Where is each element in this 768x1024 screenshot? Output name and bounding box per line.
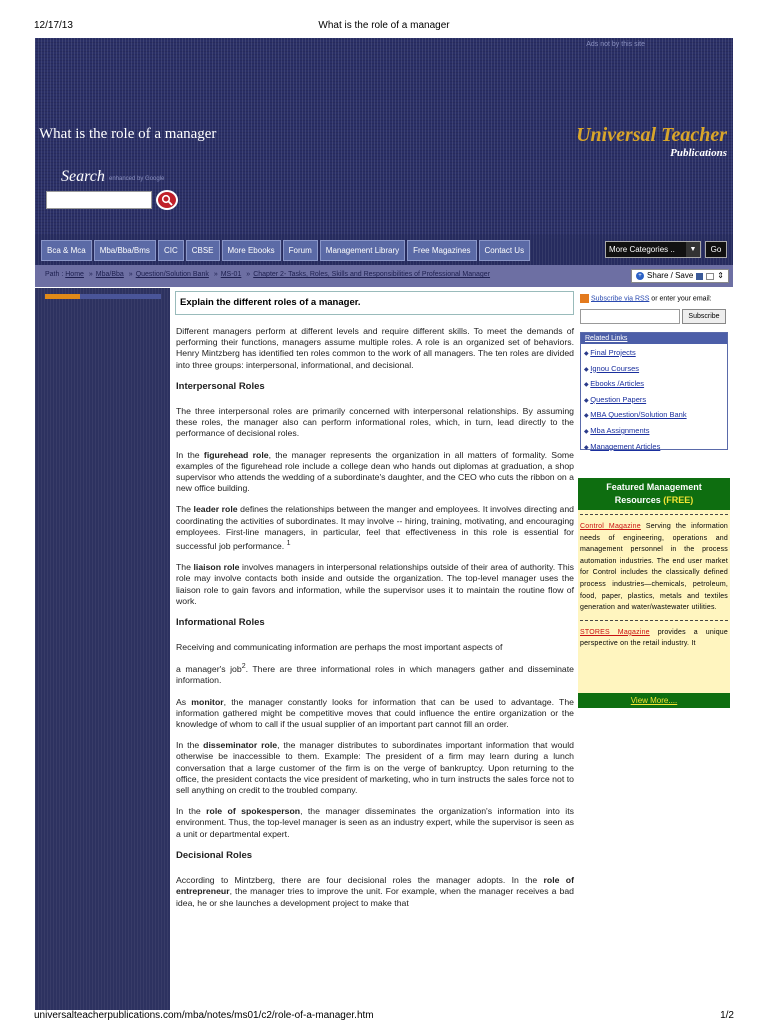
breadcrumb xyxy=(45,271,490,278)
paragraph: In the figurehead role, the manager represents the organization in all matters of formality. Some examples of the figurehead role include a college dean who hands out diplomas at graduation, a shop supervisor who attends the wedding of a subordinate's daughter, and the CEO who cuts the ribbon on a new office building. xyxy=(176,449,574,494)
rss-subscribe: Subscribe via RSS or enter your email: xyxy=(580,294,712,303)
divider xyxy=(580,620,728,621)
related-link-item xyxy=(584,362,724,378)
nav-tab[interactable]: CBSE xyxy=(186,240,220,261)
related-link[interactable]: Ebooks /Articles xyxy=(590,379,645,389)
nav-tab[interactable]: Contact Us xyxy=(479,240,531,261)
paragraph: a manager's job$^2$. There are three informational roles in which managers gather and disseminate information. xyxy=(176,663,574,686)
print-header xyxy=(0,0,768,38)
search-icon xyxy=(161,194,173,206)
left-sidebar xyxy=(35,288,170,1010)
chevron-down-icon: ▼ xyxy=(686,242,700,257)
more-categories-value: More Categories .. xyxy=(609,245,675,254)
question-heading: Explain the different roles of a manager. xyxy=(175,291,574,315)
search-input[interactable] xyxy=(46,191,152,209)
breadcrumb-sep: » xyxy=(246,271,251,278)
page-title: What is the role of a manager xyxy=(39,126,217,142)
article-body xyxy=(176,326,574,919)
bullet-icon: ◆ xyxy=(584,397,591,404)
related-link-item xyxy=(584,346,724,362)
related-link-item xyxy=(584,424,724,440)
bullet-icon: ◆ xyxy=(584,351,591,357)
chevron-updown-icon: ⇕ xyxy=(717,271,724,280)
site-banner xyxy=(35,38,733,235)
bullet-icon: ◆ xyxy=(584,413,591,420)
footnote-ref: 1 xyxy=(286,540,291,548)
section-heading: Informational Roles xyxy=(176,616,265,628)
breadcrumb-bar xyxy=(35,265,733,287)
related-link[interactable]: MBA Question/Solution Bank xyxy=(590,410,687,420)
paragraph: The leader role defines the relationships between the manger and employees. It involves directing and coordinating the activities of subordinates. It may involve -- hiring, training, motivating, and encouraging employees. First-line managers, in particular, feel that effectiveness in this role is essential for successful job performance. $^1$ xyxy=(176,504,574,551)
breadcrumb-item[interactable]: MS-01 xyxy=(220,271,242,278)
related-links-title[interactable]: Related Links xyxy=(581,333,727,344)
stores-magazine-link[interactable]: STORES Magazine xyxy=(580,628,650,636)
paragraph: The three interpersonal roles are primarily concerned with interpersonal relationships. By assuming these roles, the manager also can perform informational roles, which, in turn, lead directly to the performance of decisional roles. xyxy=(176,406,574,439)
breadcrumb-sep: » xyxy=(213,271,218,278)
paragraph: The liaison role involves managers in interpersonal relationships outside of their area of authority. This role may involve contacts both inside and outside the organization. The top-level manager uses the liaison role to gain favors and information, while the supervisor uses it to maintain the routine flow of work. xyxy=(176,562,574,606)
ads-label: Ads not by this site xyxy=(586,41,645,48)
nav-tab[interactable]: Free Magazines xyxy=(407,240,476,261)
nav-tab[interactable]: Bca & Mca xyxy=(41,240,92,261)
progress-indicator xyxy=(45,294,161,299)
featured-resources-heading: Featured Management Resources (FREE) xyxy=(578,478,730,510)
share-icon: + xyxy=(636,272,644,280)
related-link[interactable]: Ignou Courses xyxy=(590,363,640,373)
resource-item: Control Magazine Serving the information needs of engineering, operations and management personnel in the process automation industries. The end user market for Control includes the classically defined process industries—chemicals, petroleum, food, paper, plastics, metals and textiles generation and water/wastewater utilities. xyxy=(580,523,729,612)
share-label: Share / Save xyxy=(647,271,694,280)
footnote-ref: 2 xyxy=(241,663,246,671)
share-save-button[interactable] xyxy=(631,269,729,283)
bullet-icon: ◆ xyxy=(584,444,591,451)
bullet-icon: ◆ xyxy=(584,366,591,373)
breadcrumb-item[interactable]: Mba/Bba xyxy=(95,271,124,278)
facebook-icon xyxy=(696,273,703,280)
nav-tab[interactable]: Forum xyxy=(283,240,318,261)
search-button[interactable] xyxy=(156,190,178,210)
bullet-icon: ◆ xyxy=(584,428,591,435)
related-link[interactable]: Mba Assignments xyxy=(590,425,650,435)
paragraph: Receiving and communicating information are perhaps the most important aspects of xyxy=(176,642,503,653)
search-label: Search xyxy=(61,168,105,185)
breadcrumb-sep: » xyxy=(128,271,133,278)
breadcrumb-sep: » xyxy=(88,271,93,278)
control-magazine-link[interactable]: Control Magazine xyxy=(580,523,641,530)
more-categories-select[interactable] xyxy=(605,241,701,258)
brand-logo[interactable] xyxy=(576,124,727,159)
print-url: universalteacherpublications.com/mba/notes/ms01/c2/role-of-a-manager.htm xyxy=(34,1010,374,1021)
view-more-link[interactable]: View More.... xyxy=(578,693,730,708)
related-links-list xyxy=(581,344,727,457)
related-links-box xyxy=(580,332,728,450)
related-link-item xyxy=(584,393,724,409)
email-field[interactable] xyxy=(580,309,680,324)
nav-tab[interactable]: CIC xyxy=(158,240,184,261)
email-icon xyxy=(706,273,714,280)
breadcrumb-item[interactable]: Home xyxy=(65,271,84,278)
paragraph: According to Mintzberg, there are four decisional roles the manager adopts. In the role of entrepreneur, the manager tries to improve the unit. For example, when the manager receives a bad idea, he or she launches a development project to make that xyxy=(176,875,574,908)
related-link-item xyxy=(584,377,724,393)
print-date: 12/17/13 xyxy=(34,20,73,31)
related-link[interactable]: Question Papers xyxy=(590,394,647,404)
related-link[interactable]: Management Articles xyxy=(590,441,661,451)
section-heading: Decisional Roles xyxy=(176,849,253,861)
paragraph: In the disseminator role, the manager distributes to subordinates important information that would otherwise be inaccessible to them. Example: The president of a firm may learn during a lunch conversation that a large customer of the firm is on the verge of bankruptcy. Upon returning to the office, the president contacts the vice president of marketing, who in turn instructs the sales force not to sell anything on credit to the troubled company. xyxy=(176,740,575,796)
go-button[interactable]: Go xyxy=(705,241,727,258)
nav-tab[interactable]: Management Library xyxy=(320,240,405,261)
section-heading: Interpersonal Roles xyxy=(176,380,265,392)
nav-tab[interactable]: More Ebooks xyxy=(222,240,281,261)
breadcrumb-item[interactable]: Chapter 2- Tasks, Roles, Skills and Responsibilities of Professional Manager xyxy=(253,271,491,278)
print-title: What is the role of a manager xyxy=(318,20,450,31)
paragraph: Different managers perform at different levels and require different skills. To meet the demands of performing their functions, managers assume multiple roles. A role is an organized set of behaviors. Henry Mintzberg has identified ten roles common to the work of all managers. The ten roles are divided into three groups: interpersonal, informational, and decisional. xyxy=(176,326,574,370)
nav-tab[interactable]: Mba/Bba/Bms xyxy=(94,240,156,261)
brand-subname: Publications xyxy=(670,147,727,159)
search-powered-label: enhanced by Google xyxy=(109,176,165,182)
breadcrumb-item[interactable]: Question/Solution Bank xyxy=(135,271,209,278)
resource-item: STORES Magazine provides a unique perspective on the retail industry. It xyxy=(580,628,728,648)
featured-resources-list xyxy=(578,510,730,708)
breadcrumb-prefix: Path : xyxy=(45,271,64,278)
rss-link[interactable]: Subscribe via RSS xyxy=(591,295,650,303)
right-sidebar xyxy=(578,288,733,1010)
brand-name: Universal Teacher xyxy=(576,124,727,146)
bullet-icon: ◆ xyxy=(584,382,591,389)
article-content xyxy=(170,288,578,1010)
divider xyxy=(580,514,728,515)
related-link[interactable]: Final Projects xyxy=(590,348,636,357)
nav-tabs xyxy=(41,240,530,261)
print-page-number: 1/2 xyxy=(720,1010,734,1021)
related-link-item xyxy=(584,408,724,424)
paragraph: In the role of spokesperson, the manager disseminates the organization's information into its environment. Thus, the top-level manager is seen as an industry expert, while the supervisor is seen as a unit or departmental expert. xyxy=(176,806,574,839)
subscribe-button[interactable]: Subscribe xyxy=(682,309,726,324)
rss-icon xyxy=(580,294,589,303)
paragraph: As monitor, the manager constantly looks for information that can be used to advantage. The information gathered might be competitive moves that could influence the entire organization or the knowledge of whom to call if the usual supplier of an important part cannot fill an order. xyxy=(176,696,574,730)
main-nav xyxy=(35,235,733,265)
related-link-item xyxy=(584,440,724,456)
